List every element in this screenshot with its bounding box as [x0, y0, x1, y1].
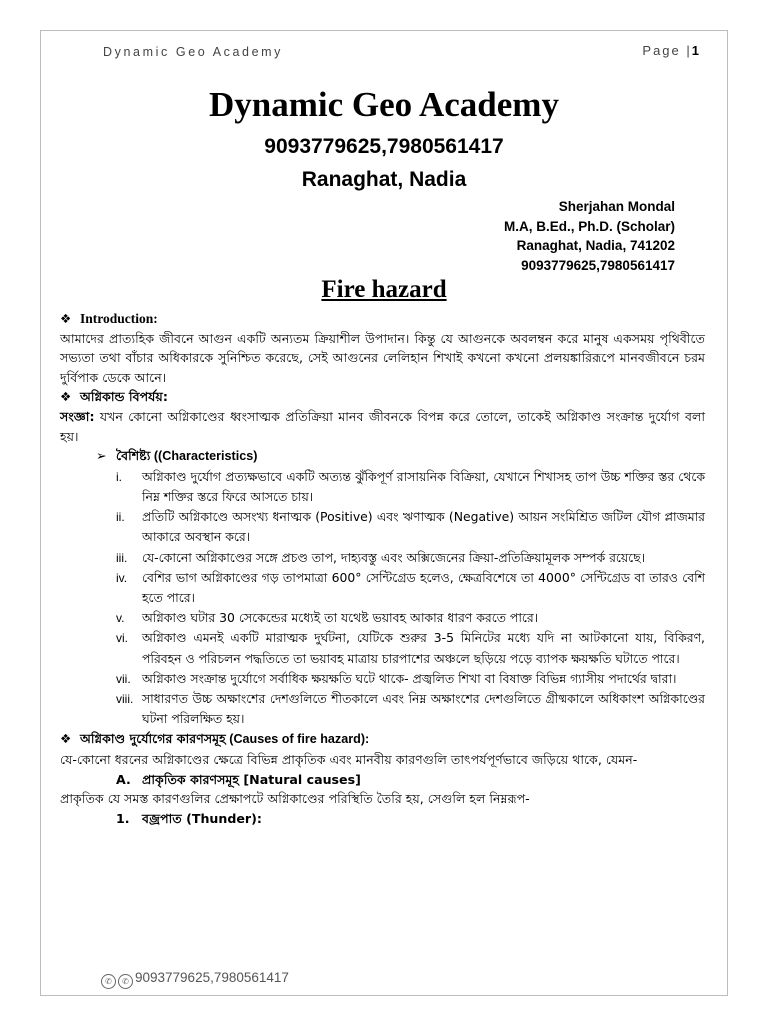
natural-causes-heading: A. প্রাকৃতিক কারণসমূহ [Natural causes] — [116, 771, 361, 787]
characteristic-item — [60, 548, 705, 568]
author-name: Sherjahan Mondal — [558, 199, 675, 214]
definition-label: সংজ্ঞা: — [60, 408, 95, 424]
whatsapp-icon: ✆ — [101, 974, 116, 989]
item-number: i. — [116, 469, 122, 484]
causes-text: যে-কোনো ধরনের অগ্নিকাণ্ডের ক্ষেত্রে বিভিন্ন প্রাকৃতিক এবং মানবীয় কারণগুলি তাৎপর্যপূর্ণভাবে জড়িয়ে থাকে, যেমন- — [60, 751, 638, 767]
item-number: iii. — [116, 550, 128, 565]
thunder-heading: 1. বজ্রপাত (Thunder): — [116, 810, 262, 826]
introduction-heading: ❖ Introduction: — [60, 309, 705, 329]
page-number: 1 — [691, 43, 699, 58]
document-title: Fire hazard — [321, 276, 447, 303]
item-text: বেশির ভাগ অগ্নিকাণ্ডের গড় তাপমাত্রা 600° সেন্টিগ্রেড হলেও, ক্ষেত্রবিশেষে তা 4000° সেন্টিগ্রেড বা তারও বেশি হতে পারে। — [142, 569, 705, 605]
item-text: যে-কোনো অগ্নিকাণ্ডের সঙ্গে প্রচণ্ড তাপ, দাহ্যবস্তু এবং অক্সিজেনের ক্রিয়া-প্রতিক্রিয়ামূলক সম্পর্ক রয়েছে। — [142, 549, 646, 565]
item-number: viii. — [116, 691, 134, 706]
introduction-text: আমাদের প্রাত্যহিক জীবনে আগুন একটি অন্যতম ক্রিয়াশীল উপাদান। কিন্তু যে আগুনকে অবলম্বন করে মানুষ একসময় পৃথিবীতে সভ্যতা তথা বাঁচার অধিকারকে সুনিশ্চিত করেছে, সেই আগুনের লেলিহান শিখাই কখনো কখনো প্রলয়ঙ্কারিরূপে মানবজীবনে চরম দুর্বিপাক ডেকে আনে। — [60, 330, 705, 385]
natural-causes-text: প্রাকৃতিক যে সমস্ত কারণগুলির প্রেক্ষাপটে অগ্নিকাণ্ডের পরিস্থিতি তৈরি হয়, সেগুলি হল নিম্নরূপ- — [60, 791, 530, 807]
author-phones: 9093779625,7980561417 — [521, 257, 675, 273]
arrow-bullet-icon: ➢ — [96, 448, 107, 464]
item-text: অগ্নিকাণ্ড দুর্যোগ প্রত্যক্ষভাবে একটি অত্যন্ত ঝুঁকিপূর্ণ রাসায়নিক বিক্রিয়া, যেখানে শিখাসহ তাপ উচ্চ শক্তির স্তর থেকে নিম্ন শক্তির স্তরে ফিরে আসতে চায়। — [142, 468, 705, 504]
diamond-bullet-icon: ❖ — [60, 389, 72, 405]
item-number: ii. — [116, 510, 125, 525]
academy-place: Ranaghat, Nadia — [301, 168, 467, 191]
disaster-heading: ❖ অগ্নিকান্ড বিপর্যয়: — [60, 387, 705, 407]
footer-contact — [101, 970, 289, 989]
document-page — [40, 30, 728, 996]
characteristics-heading: ➢ বৈশিষ্ট্য ((Characteristics) — [60, 446, 705, 467]
item-text: সাধারণত উচ্চ অক্ষাংশের দেশগুলিতে শীতকালে এবং নিম্ন অক্ষাংশের দেশগুলিতে গ্রীষ্মকালে অধিকাংশ অগ্নিকাণ্ডের ঘটনা পরিলক্ষিত হয়। — [142, 690, 705, 727]
characteristic-item — [60, 467, 705, 507]
item-number: v. — [116, 611, 125, 626]
characteristic-item — [60, 689, 705, 729]
item-text: অগ্নিকাণ্ড সংক্রান্ত দুর্যোগে সর্বাধিক ক্ষয়ক্ষতি ঘটে থাকে- প্রজ্বলিত শিখা বা বিষাক্ত বিভিন্ন গ্যাসীয় পদার্থের দ্বারা। — [142, 670, 677, 686]
item-number: iv. — [116, 570, 128, 585]
causes-heading: ❖ অগ্নিকাণ্ড দুর্যোগের কারণসমূহ (Causes of fire hazard): — [60, 729, 705, 750]
characteristic-item — [60, 568, 705, 608]
item-text: অগ্নিকাণ্ড এমনই একটি মারাত্মক দুর্ঘটনা, যেটিকে শুরুর 3-5 মিনিটের মধ্যে যদি না আটকানো যায়, বিকিরণ, পরিবহন ও পরিচলন পদ্ধতিতে তা ভয়াবহ মাত্রায় চারপাশের অঞ্চলে ছড়িয়ে পড়ে ব্যাপক ক্ষয়ক্ষতি ঘটাতে পারে। — [142, 630, 705, 666]
phone-icon: ✆ — [118, 974, 133, 989]
item-text: প্রতিটি অগ্নিকাণ্ডে অসংখ্য ধনাত্মক (Positive) এবং ঋণাত্মক (Negative) আয়ন সংমিশ্রিত জটিল যৌগ প্লাজমার আকারে অবস্থান করে। — [142, 509, 705, 545]
author-address: Ranaghat, Nadia, 741202 — [516, 238, 675, 253]
definition-text: সংজ্ঞা: যখন কোনো অগ্নিকাণ্ডের ধ্বংসাত্মক প্রতিক্রিয়া মানব জীবনকে বিপন্ন করে তোলে, তাকেই অগ্নিকাণ্ড সংক্রান্ত দুর্যোগ বলা হয়। — [60, 408, 705, 444]
page-number-header — [642, 43, 699, 58]
diamond-bullet-icon: ❖ — [60, 731, 72, 747]
item-text: অগ্নিকাণ্ড ঘটার 30 সেকেন্ডের মধ্যেই তা যথেষ্ট ভয়াবহ আকার ধারণ করতে পারে। — [142, 610, 539, 626]
page-label: Page | — [642, 43, 692, 58]
item-number: vii. — [116, 671, 131, 686]
running-header: Dynamic Geo Academy — [103, 45, 284, 59]
academy-phones: 9093779625,7980561417 — [264, 135, 504, 158]
item-number: vi. — [116, 631, 128, 646]
characteristic-item — [60, 669, 705, 689]
author-block — [504, 197, 675, 275]
characteristics-list — [60, 467, 705, 730]
characteristic-item — [60, 628, 705, 668]
footer-phones: 9093779625,7980561417 — [135, 970, 289, 985]
document-body — [60, 309, 705, 828]
author-degrees: M.A, B.Ed., Ph.D. (Scholar) — [503, 218, 675, 234]
academy-title: Dynamic Geo Academy — [209, 85, 559, 124]
characteristic-item — [60, 507, 705, 547]
characteristic-item — [60, 608, 705, 628]
diamond-bullet-icon: ❖ — [60, 311, 72, 326]
